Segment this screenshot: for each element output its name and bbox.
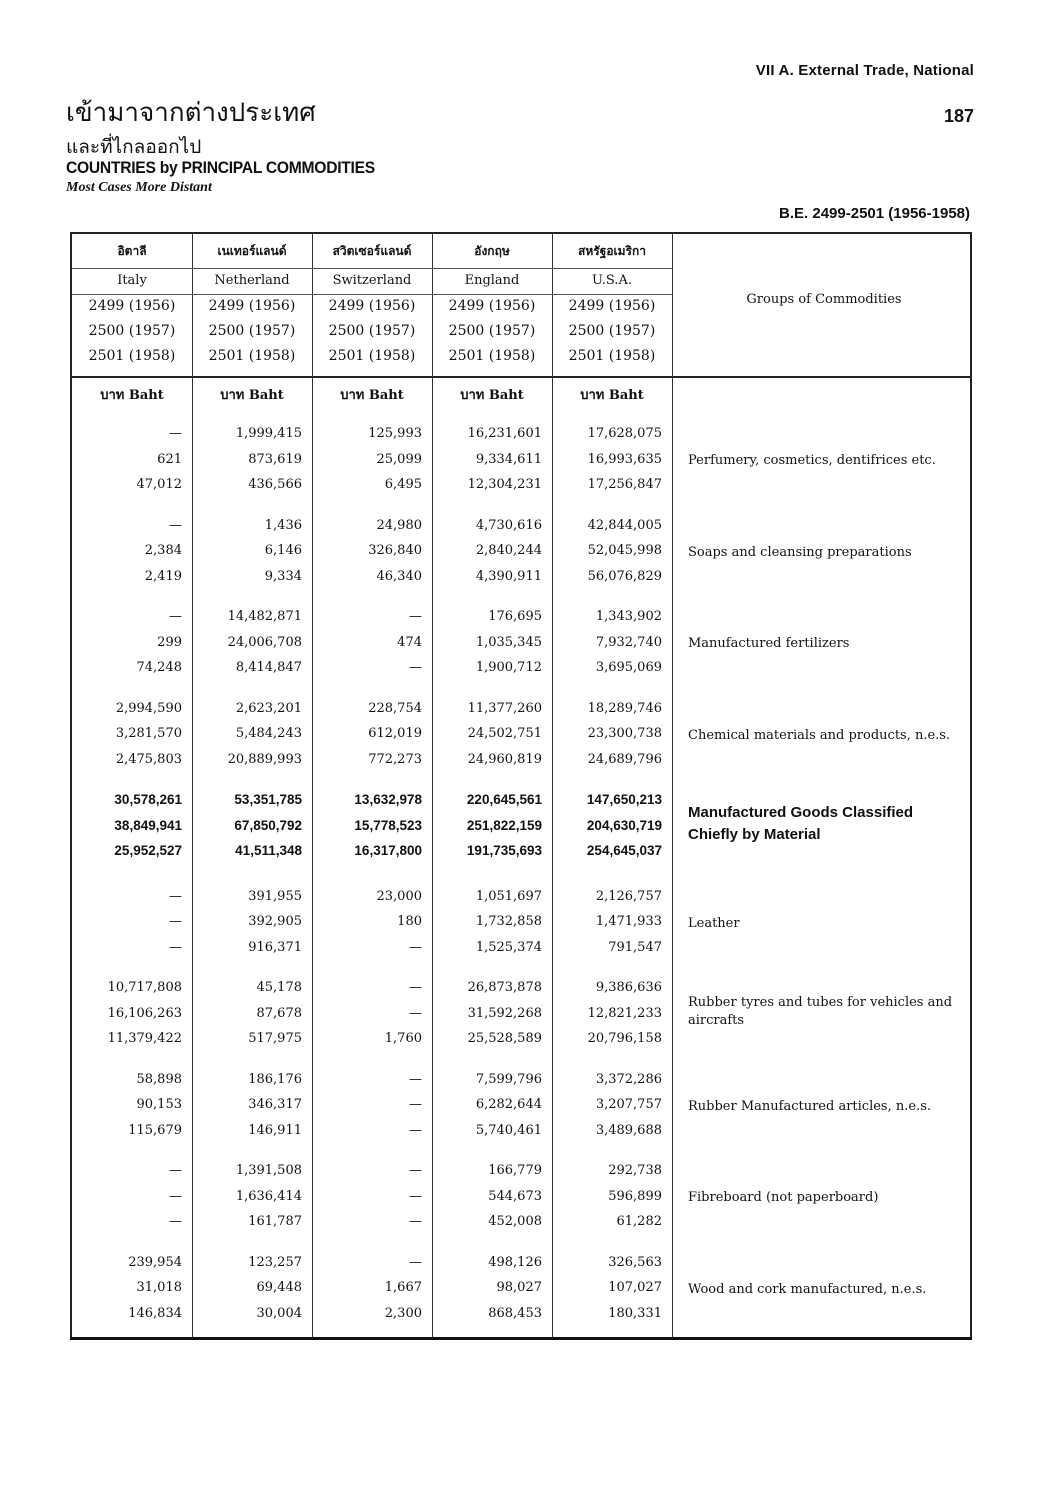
column-country-name: England [464,273,520,288]
value-cell: 254,645,037 [586,843,662,858]
column-unit: บาท Baht [100,388,164,403]
value-cell: 42,844,005 [587,517,662,533]
value-cell: 3,489,688 [595,1122,662,1138]
value-cell: 38,849,941 [114,817,182,833]
column-country-name: Netherland [214,273,290,288]
value-cell: 251,822,159 [466,817,542,833]
value-cell: 25,099 [376,451,422,467]
value-cell: 346,317 [248,1097,302,1112]
value-cell: 30,578,261 [114,792,182,807]
value-cell: 299 [157,634,182,650]
period-label: B.E. 2499-2501 (1956-1958) [779,205,970,222]
value-cell: 23,000 [376,888,422,904]
column-thai-name: สหรัฐอเมริกา [578,244,646,258]
value-cell: 326,840 [368,543,422,558]
commodities-table [70,232,972,1340]
value-cell: 474 [397,634,422,650]
value-cell: — [409,1214,422,1229]
column-unit: บาท Baht [340,388,404,403]
value-cell: 873,619 [248,451,302,467]
column-unit: บาท Baht [460,388,524,403]
commodity-group-label: Manufactured Goods Classified Chiefly by Material [688,804,914,843]
column-year-label: 2499 (1956) [328,298,416,314]
value-cell: 7,932,740 [595,634,662,650]
value-cell: 4,390,911 [475,568,542,584]
value-cell: 916,371 [248,939,302,955]
column-year-label: 2500 (1957) [448,323,536,339]
value-cell: 15,778,523 [354,817,422,833]
value-cell: — [409,1097,422,1112]
groups-column-header: Groups of Commodities [746,292,902,307]
value-cell: 25,952,527 [114,843,182,858]
value-cell: 123,257 [248,1254,302,1270]
value-cell: 1,436 [264,517,302,533]
value-cell: 26,873,878 [467,980,542,995]
value-cell: 61,282 [616,1214,662,1229]
value-cell: 612,019 [368,726,422,741]
value-cell: 1,999,415 [235,426,302,441]
value-cell: 186,176 [248,1071,302,1087]
value-cell: 1,900,712 [475,660,542,675]
value-cell: 204,630,719 [586,817,662,833]
value-cell: 4,730,616 [475,517,542,533]
value-cell: 16,993,635 [587,451,662,467]
value-cell: 2,994,590 [115,700,182,716]
column-country-name: Switzerland [332,273,412,288]
value-cell: 239,954 [128,1254,182,1270]
value-cell: 47,012 [136,477,182,492]
value-cell: 31,018 [136,1280,182,1295]
value-cell: 16,231,601 [467,426,542,441]
commodity-group-label: Wood and cork manufactured, n.e.s. [688,1281,927,1297]
value-cell: 326,563 [608,1254,662,1270]
value-cell: — [409,660,422,675]
value-cell: 115,679 [128,1122,182,1138]
value-cell: 3,372,286 [595,1071,662,1087]
column-unit: บาท Baht [220,388,284,403]
value-cell: 67,850,792 [234,817,302,833]
value-cell: 87,678 [256,1005,302,1021]
value-cell: 9,334,611 [475,451,542,467]
column-rule [672,234,673,1337]
value-cell: 3,281,570 [115,726,182,741]
column-header-england [432,234,552,369]
value-cell: 107,027 [608,1280,662,1295]
value-cell: 596,899 [608,1188,662,1204]
value-cell: 147,650,213 [586,792,662,807]
value-cell: 12,821,233 [587,1005,662,1021]
value-cell: 52,045,998 [587,543,662,558]
value-cell: 24,502,751 [467,726,542,741]
value-cell: 24,960,819 [467,751,542,767]
value-cell: 11,379,422 [107,1031,182,1046]
value-cell: 6,282,644 [475,1097,542,1112]
value-cell: 176,695 [488,609,542,624]
value-cell: 2,419 [144,568,182,584]
value-cell: 17,628,075 [587,426,662,441]
commodity-group-label: Manufactured fertilizers [688,636,850,651]
commodity-group-label: Perfumery, cosmetics, dentifrices etc. [688,453,936,468]
commodity-group-label: Fibreboard (not paperboard) [688,1190,879,1205]
commodity-group-label: Rubber Manufactured articles, n.e.s. [688,1098,932,1114]
value-cell: 5,484,243 [235,726,302,741]
value-cell: — [169,609,182,624]
value-cell: 11,377,260 [467,700,542,716]
value-cell: 6,146 [264,543,302,558]
column-year-label: 2500 (1957) [88,323,176,339]
section-header: VII A. External Trade, National [755,62,974,79]
column-year-label: 2499 (1956) [208,298,296,314]
column-header-usa [552,234,672,369]
value-cell: — [169,1214,182,1229]
column-year-label: 2501 (1958) [448,348,536,364]
column-country-name: Italy [117,273,147,288]
value-cell: 391,955 [248,888,302,904]
commodity-group-label: Chemical materials and products, n.e.s. [688,727,951,743]
value-cell: 1,471,933 [595,914,662,929]
value-cell: 46,340 [376,568,422,584]
column-year-label: 2500 (1957) [328,323,416,339]
value-cell: — [169,1163,182,1178]
value-cell: 146,834 [128,1305,182,1321]
value-cell: 220,645,561 [466,792,542,807]
value-cell: 1,732,858 [475,914,542,929]
value-cell: 69,448 [256,1280,302,1295]
value-cell: 74,248 [136,660,182,675]
value-cell: — [169,888,182,904]
value-cell: 12,304,231 [467,477,542,492]
column-year-label: 2499 (1956) [568,298,656,314]
value-cell: 1,636,414 [235,1188,302,1204]
value-cell: 10,717,808 [107,980,182,995]
column-unit: บาท Baht [580,388,644,403]
value-cell: 772,273 [368,751,422,767]
value-cell: 517,975 [248,1031,302,1046]
column-header-netherland [192,234,312,369]
header-separator [72,376,970,378]
commodity-group-label: Leather [688,915,740,931]
value-cell: 3,207,757 [595,1097,662,1112]
value-cell: 452,008 [488,1214,542,1229]
value-cell: 16,106,263 [107,1005,182,1021]
value-cell: 146,911 [248,1122,302,1138]
value-cell: 436,566 [248,477,302,492]
column-thai-name: อังกฤษ [474,244,510,258]
value-cell: 24,689,796 [587,751,662,767]
column-header-switzerland [312,234,432,369]
column-thai-name: เนเทอร์แลนด์ [217,244,287,258]
column-thai-name: อิตาลี [117,244,147,258]
value-cell: 1,391,508 [235,1163,302,1178]
value-cell: — [409,1122,422,1138]
value-cell: — [409,1071,422,1087]
value-cell: 30,004 [256,1305,302,1321]
value-cell: 2,300 [384,1305,422,1321]
column-country-name: U.S.A. [592,273,632,288]
value-cell: 166,779 [488,1163,542,1178]
value-cell: — [169,939,182,955]
value-cell: — [409,1188,422,1204]
value-cell: 5,740,461 [475,1122,542,1138]
value-cell: 9,334 [264,568,302,584]
value-cell: 24,980 [376,517,422,533]
thai-title: เข้ามาจากต่างประเทศ [66,98,316,128]
column-year-label: 2499 (1956) [88,298,176,314]
value-cell: — [409,980,422,995]
value-cell: 161,787 [248,1214,302,1229]
value-cell: 180,331 [608,1305,662,1321]
value-cell: — [169,1188,182,1204]
page-subtitle: Most Cases More Distant [66,180,212,195]
value-cell: 24,006,708 [227,634,302,650]
value-cell: 23,300,738 [587,726,662,741]
value-cell: 56,076,829 [587,568,662,584]
table-bottom-rule [70,1337,972,1340]
value-cell: 2,384 [144,543,182,558]
value-cell: 8,414,847 [235,660,302,675]
value-cell: 498,126 [488,1254,542,1270]
value-cell: 25,528,589 [467,1031,542,1046]
value-cell: 45,178 [256,980,302,995]
value-cell: 791,547 [608,939,662,955]
value-cell: 2,475,803 [115,751,182,767]
value-cell: 392,905 [248,914,302,929]
column-thai-name: สวิตเซอร์แลนด์ [332,244,412,258]
column-year-label: 2500 (1957) [208,323,296,339]
commodity-group-label: Rubber tyres and tubes for vehicles and aircrafts [688,995,953,1028]
value-cell: 53,351,785 [234,792,302,807]
value-cell: — [409,1005,422,1021]
column-header-italy [72,234,192,369]
value-cell: 2,623,201 [235,700,302,716]
value-cell: 1,525,374 [475,939,542,955]
header-rule [72,294,672,295]
value-cell: — [409,1163,422,1178]
value-cell: 98,027 [496,1280,542,1295]
value-cell: — [169,914,182,929]
value-cell: 1,343,902 [595,609,662,624]
column-year-label: 2500 (1957) [568,323,656,339]
value-cell: 16,317,800 [354,843,422,858]
value-cell: — [169,517,182,533]
value-cell: 18,289,746 [587,700,662,716]
value-cell: 90,153 [136,1097,182,1112]
value-cell: 228,754 [368,700,422,716]
value-cell: 9,386,636 [595,980,662,995]
column-year-label: 2499 (1956) [448,298,536,314]
value-cell: — [409,939,422,955]
value-cell: 41,511,348 [235,843,302,858]
thai-subtitle: และที่ไกลออกไป [66,136,202,158]
value-cell: 17,256,847 [587,477,662,492]
value-cell: 1,051,697 [475,888,542,904]
page-number: 187 [943,106,974,126]
value-cell: 868,453 [488,1305,542,1321]
value-cell: 1,667 [384,1280,422,1295]
value-cell: 1,035,345 [475,634,542,650]
value-cell: 621 [157,451,182,467]
value-cell: 20,889,993 [227,751,302,767]
value-cell: — [409,609,422,624]
column-year-label: 2501 (1958) [88,348,176,364]
commodity-group-label: Soaps and cleansing preparations [688,544,912,560]
value-cell: 2,126,757 [595,888,662,904]
value-cell: 544,673 [488,1188,542,1204]
value-cell: 1,760 [384,1031,422,1046]
column-year-label: 2501 (1958) [568,348,656,364]
value-cell: 14,482,871 [227,609,302,624]
value-cell: 20,796,158 [587,1031,662,1046]
page-title: COUNTRIES by PRINCIPAL COMMODITIES [66,158,375,177]
value-cell: 31,592,268 [467,1005,542,1021]
column-year-label: 2501 (1958) [208,348,296,364]
column-year-label: 2501 (1958) [328,348,416,364]
value-cell: 125,993 [368,426,422,441]
value-cell: 13,632,978 [354,792,422,807]
value-cell: 3,695,069 [595,660,662,675]
value-cell: 2,840,244 [475,543,542,558]
header-rule [72,268,672,269]
value-cell: 7,599,796 [475,1071,542,1087]
value-cell: 191,735,693 [466,843,542,858]
value-cell: — [409,1254,422,1270]
value-cell: 6,495 [384,477,422,492]
value-cell: 58,898 [136,1071,182,1087]
value-cell: 180 [397,914,422,929]
value-cell: 292,738 [608,1163,662,1178]
value-cell: — [169,426,182,441]
